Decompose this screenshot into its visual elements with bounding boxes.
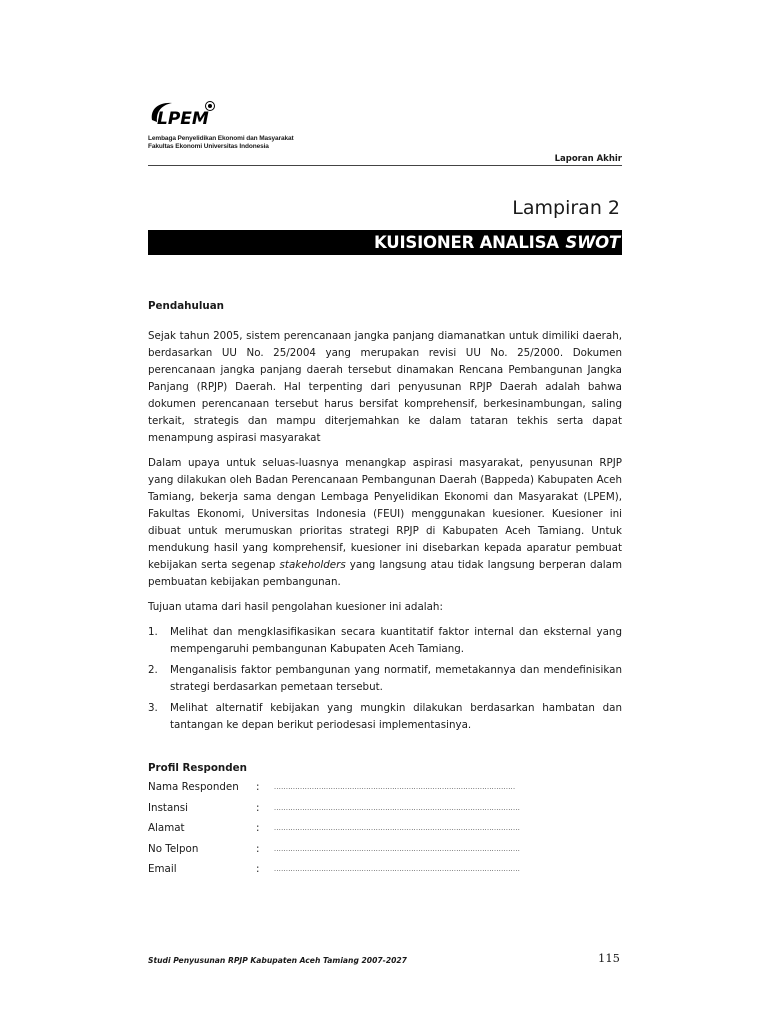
title-main: KUISIONER ANALISA bbox=[374, 233, 559, 252]
title-italic: SWOT bbox=[565, 233, 620, 252]
intro-paragraph-1: Sejak tahun 2005, sistem perencanaan jangka panjang diamanatkan untuk dimiliki daerah, berdasarkan UU No. 25/2004 yang merupakan revisi UU No. 25/2000. Dokumen perencanaan jangka panjang daerah tersebut dinamakan Rencana Pembangunan Jangka Panjang (RPJP) Daerah. Hal terpenting dari penyusunan RPJP Daerah adalah bahwa dokumen perencanaan tersebut harus bersifat komprehensif, berkesinambungan, saling terkait, strategis dan mampu diterjemahkan ke dalam tataran tekhis serta dapat menampung aspirasi masyarakat bbox=[148, 330, 622, 444]
phone-field[interactable]: ........................................................................................................ bbox=[274, 844, 521, 853]
field-label: No Telpon bbox=[148, 842, 199, 855]
field-colon: : bbox=[256, 781, 260, 793]
intro-paragraph-2 bbox=[148, 455, 622, 591]
field-label: Instansi bbox=[148, 801, 189, 814]
para2-italic-term: stakeholders bbox=[279, 559, 346, 571]
document-title bbox=[374, 233, 622, 252]
profile-row-name bbox=[148, 779, 622, 800]
profile-heading: Profil Responden bbox=[148, 762, 247, 774]
list-text: Melihat alternatif kebijakan yang mungkin dilakukan berdasarkan hambatan dan tantangan ke depan berikut periodesasi implementasinya. bbox=[170, 702, 622, 731]
field-label: Nama Responden bbox=[148, 781, 239, 793]
lpem-logo bbox=[148, 98, 218, 130]
institution-field[interactable]: ........................................................................................................ bbox=[274, 803, 521, 812]
list-item bbox=[148, 624, 622, 658]
para2-part-a: Dalam upaya untuk seluas-luasnya menangkap aspirasi masyarakat, penyusunan RPJP yang dilakukan oleh Badan Perencanaan Pembangunan Daerah (Bappeda) Kabupaten Aceh Tamiang, bekerja sama dengan Lembaga Penyelidikan Ekonomi dan Masyarakat (LPEM), Fakultas Ekonomi, Universitas Indonesia (FEUI) menggunakan kuesioner. Kuesioner ini dibuat untuk merumuskan prioritas strategi RPJP di Kabupaten Aceh Tamiang. Untuk mendukung hasil yang komprehensif, kuesioner ini disebarkan kepada aparatur pembuat kebijakan serta segenap bbox=[148, 457, 622, 571]
report-type: Laporan Akhir bbox=[554, 154, 622, 164]
footer-title: Studi Penyusunan RPJP Kabupaten Aceh Tamiang 2007-2027 bbox=[148, 956, 407, 965]
email-field[interactable]: ........................................................................................................ bbox=[274, 865, 521, 874]
logo-text: LPEM bbox=[157, 109, 209, 129]
field-colon: : bbox=[256, 822, 260, 835]
field-colon: : bbox=[256, 842, 260, 855]
list-item bbox=[148, 700, 622, 734]
list-number: 1. bbox=[148, 626, 158, 638]
institution-line-2: Fakultas Ekonomi Universitas Indonesia bbox=[148, 143, 269, 150]
list-text: Melihat dan mengklasifikasikan secara kuantitatif faktor internal dan eksternal yang mempengaruhi pembangunan Kabupaten Aceh Tamiang. bbox=[170, 626, 622, 655]
title-bar bbox=[148, 230, 622, 255]
para2-part-b: yang langsung atau tidak langsung berperan dalam pembuatan kebijakan pembangunan. bbox=[148, 559, 622, 588]
address-field[interactable]: ........................................................................................................ bbox=[274, 824, 521, 833]
profile-row-phone bbox=[148, 841, 622, 862]
institution-name bbox=[148, 135, 294, 151]
respondent-name-field[interactable]: ...................................................................................................... bbox=[274, 783, 516, 791]
intro-paragraph-3: Tujuan utama dari hasil pengolahan kuesioner ini adalah: bbox=[148, 601, 443, 613]
field-label: Alamat bbox=[148, 822, 185, 835]
profile-row-address bbox=[148, 820, 622, 841]
field-colon: : bbox=[256, 801, 260, 814]
institution-line-1: Lembaga Penyelidikan Ekonomi dan Masyarakat bbox=[148, 135, 294, 142]
intro-heading: Pendahuluan bbox=[148, 300, 224, 312]
objectives-list bbox=[148, 624, 622, 734]
list-number: 3. bbox=[148, 702, 158, 714]
page-number: 115 bbox=[598, 951, 620, 965]
profile-row-email bbox=[148, 861, 622, 882]
field-colon: : bbox=[256, 863, 260, 876]
header-divider bbox=[148, 165, 622, 166]
list-item bbox=[148, 662, 622, 696]
list-number: 2. bbox=[148, 664, 158, 676]
document-body bbox=[148, 298, 622, 882]
profile-row-institution bbox=[148, 800, 622, 821]
field-label: Email bbox=[148, 863, 177, 876]
list-text: Menganalisis faktor pembangunan yang normatif, memetakannya dan mendefinisikan strategi berdasarkan pemetaan tersebut. bbox=[170, 664, 622, 693]
appendix-label: Lampiran 2 bbox=[512, 197, 620, 219]
